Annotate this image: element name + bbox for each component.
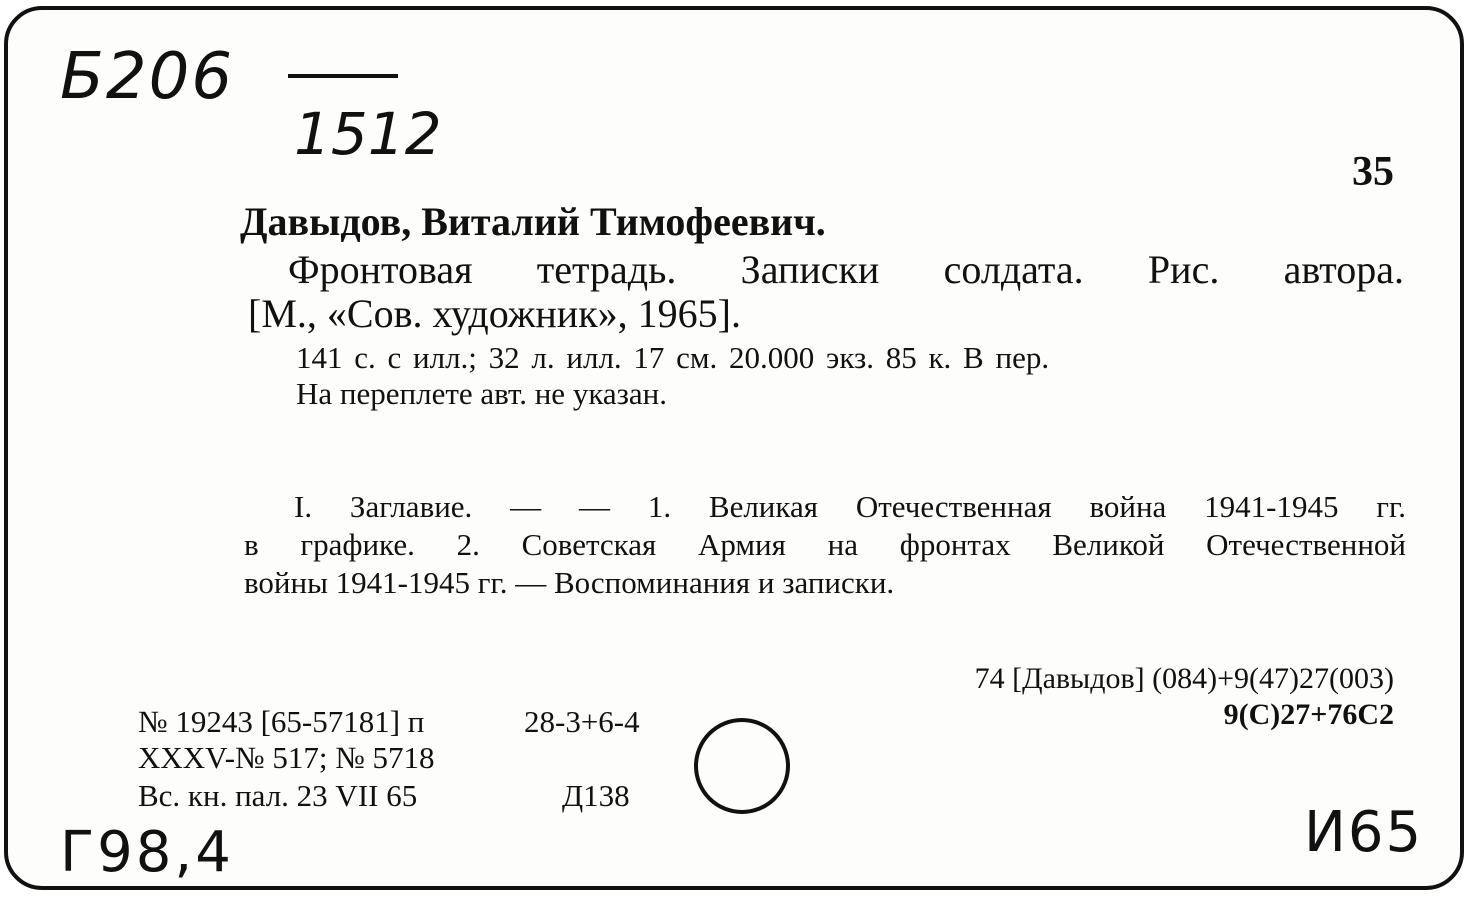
- subjects-line-2: в графике. 2. Советская Армия на фронтах Великой Отечественной: [244, 527, 1406, 562]
- handwritten-bottom-right: И65: [1304, 800, 1424, 865]
- classification-line-1: 74 [Давыдов] (084)+9(47)27(003): [974, 662, 1394, 695]
- imprint: [М., «Сов. художник», 1965].: [248, 291, 741, 336]
- handwritten-bottom-left: Г98,4: [60, 820, 234, 885]
- handwritten-shelf-mark: Б206: [60, 40, 235, 114]
- registration-line-3-right: Д138: [562, 778, 630, 813]
- author-heading: Давыдов, Виталий Тимофеевич.: [240, 199, 826, 244]
- registration-line-1-right: 28-3+6-4: [524, 704, 640, 739]
- registration-line-3: Вс. кн. пал. 23 VII 65: [138, 778, 418, 813]
- subject-tracings: [244, 488, 1406, 602]
- card-punch-hole: [694, 718, 790, 814]
- catalog-card: [4, 6, 1464, 890]
- handwritten-shelf-fraction: 1512: [294, 100, 442, 168]
- title-line: Фронтовая тетрадь. Записки солдата. Рис. автора.: [288, 247, 1404, 292]
- handwritten-fraction-bar: [288, 74, 398, 78]
- subjects-line-3: войны 1941-1945 гг. — Воспоминания и записки.: [244, 565, 895, 600]
- registration-line-1: № 19243 [65-57181] п: [138, 704, 425, 739]
- physical-description: 141 с. с илл.; 32 л. илл. 17 см. 20.000 экз. 85 к. В пер.: [296, 340, 1050, 375]
- subjects-line-1: I. Заглавие. — — 1. Великая Отечественная война 1941-1945 гг.: [294, 489, 1406, 524]
- registration-line-2: XXXV-№ 517; № 5718: [138, 740, 435, 775]
- card-number: 35: [1352, 149, 1394, 195]
- classification-line-2: 9(С)27+76С2: [1223, 698, 1394, 731]
- note: На переплете авт. не указан.: [296, 376, 668, 411]
